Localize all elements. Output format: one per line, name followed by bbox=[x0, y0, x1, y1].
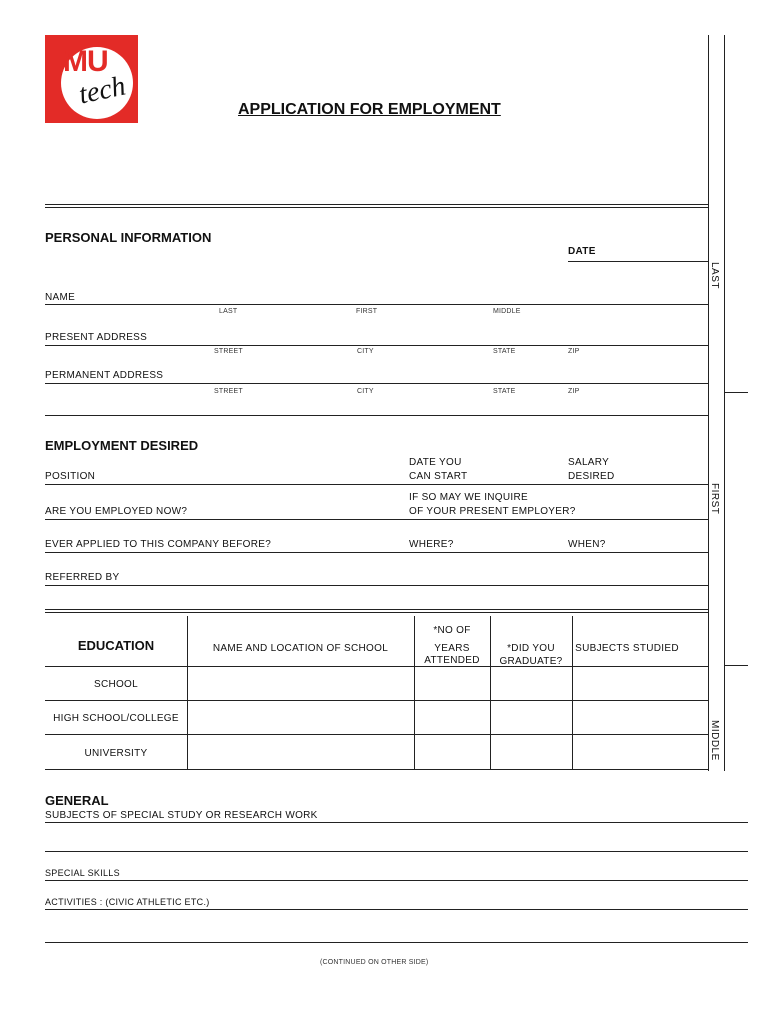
referred-by-label: REFERRED BY bbox=[45, 572, 120, 583]
special-study-field-2[interactable] bbox=[45, 851, 748, 852]
present-sub-street: STREET bbox=[214, 348, 243, 355]
edu-row-line-4 bbox=[45, 769, 708, 770]
edu-col-line-4 bbox=[572, 616, 573, 770]
inquire-label-2: OF YOUR PRESENT EMPLOYER? bbox=[409, 506, 576, 517]
section-divider-top-1 bbox=[45, 204, 708, 205]
employed-now-label: ARE YOU EMPLOYED NOW? bbox=[45, 506, 188, 517]
right-outer-line bbox=[724, 35, 725, 771]
personal-info-heading: PERSONAL INFORMATION bbox=[45, 230, 212, 245]
right-border-line bbox=[708, 35, 709, 771]
section-divider-edu-1 bbox=[45, 609, 708, 610]
name-sub-first: FIRST bbox=[356, 308, 378, 315]
special-skills-field[interactable] bbox=[45, 880, 748, 881]
salary-label-1: SALARY bbox=[568, 457, 610, 468]
edu-row-highschool: HIGH SCHOOL/COLLEGE bbox=[53, 713, 179, 724]
edu-col-years-1: *NO OF bbox=[433, 625, 471, 636]
salary-label-2: DESIRED bbox=[568, 471, 615, 482]
page-title: APPLICATION FOR EMPLOYMENT bbox=[238, 101, 501, 118]
general-heading: GENERAL bbox=[45, 793, 109, 808]
edu-row-line-1 bbox=[45, 666, 708, 667]
permanent-address-field[interactable] bbox=[45, 383, 708, 384]
edu-col-years-3: ATTENDED bbox=[424, 655, 480, 666]
special-study-label: SUBJECTS OF SPECIAL STUDY OR RESEARCH WORK bbox=[45, 810, 318, 821]
edu-col-graduate-2: GRADUATE? bbox=[499, 656, 563, 667]
inquire-label-1: IF SO MAY WE INQUIRE bbox=[409, 492, 528, 503]
edu-col-line-3 bbox=[490, 616, 491, 770]
side-label-middle: MIDDLE bbox=[709, 720, 720, 761]
name-field[interactable] bbox=[45, 304, 708, 305]
education-heading: EDUCATION bbox=[77, 638, 155, 653]
section-divider-top-2 bbox=[45, 207, 708, 208]
special-skills-label: SPECIAL SKILLS bbox=[45, 868, 120, 878]
edu-col-graduate-1: *DID YOU bbox=[507, 643, 555, 654]
present-sub-city: CITY bbox=[357, 348, 374, 355]
side-tick-lower bbox=[724, 665, 748, 666]
permanent-sub-zip: ZIP bbox=[568, 388, 580, 395]
applied-before-label: EVER APPLIED TO THIS COMPANY BEFORE? bbox=[45, 539, 272, 550]
edu-col-line-1 bbox=[187, 616, 188, 770]
where-label: WHERE? bbox=[409, 539, 454, 550]
edu-row-line-2 bbox=[45, 700, 708, 701]
employed-now-field[interactable] bbox=[45, 519, 708, 520]
position-label: POSITION bbox=[45, 471, 96, 482]
continued-footer: (CONTINUED ON OTHER SIDE) bbox=[320, 959, 429, 966]
permanent-address-label: PERMANENT ADDRESS bbox=[45, 370, 164, 381]
side-label-last: LAST bbox=[709, 262, 720, 290]
activities-field-2[interactable] bbox=[45, 942, 748, 943]
date-field[interactable] bbox=[568, 261, 708, 262]
personal-section-end bbox=[45, 415, 708, 416]
edu-col-years-2: YEARS bbox=[434, 643, 470, 654]
edu-col-school: NAME AND LOCATION OF SCHOOL bbox=[212, 643, 389, 654]
name-sub-middle: MIDDLE bbox=[493, 308, 521, 315]
employment-heading: EMPLOYMENT DESIRED bbox=[45, 438, 199, 453]
activities-label: ACTIVITIES : (CIVIC ATHLETIC ETC.) bbox=[45, 897, 210, 907]
name-label: NAME bbox=[45, 292, 76, 303]
present-sub-state: STATE bbox=[493, 348, 516, 355]
date-label: DATE bbox=[568, 246, 596, 257]
permanent-sub-street: STREET bbox=[214, 388, 243, 395]
edu-row-school: SCHOOL bbox=[93, 679, 139, 690]
permanent-sub-city: CITY bbox=[357, 388, 374, 395]
referred-by-field[interactable] bbox=[45, 585, 708, 586]
edu-col-line-2 bbox=[414, 616, 415, 770]
present-sub-zip: ZIP bbox=[568, 348, 580, 355]
permanent-sub-state: STATE bbox=[493, 388, 516, 395]
side-label-first: FIRST bbox=[709, 483, 720, 515]
education-table bbox=[45, 612, 708, 770]
logo-text-mu: MU bbox=[63, 45, 108, 78]
date-start-label-1: DATE YOU bbox=[409, 457, 462, 468]
date-start-label-2: CAN START bbox=[409, 471, 468, 482]
company-logo bbox=[45, 35, 138, 123]
edu-row-university: UNIVERSITY bbox=[84, 748, 148, 759]
side-tick-upper bbox=[724, 392, 748, 393]
logo-text-tech: tech bbox=[76, 70, 129, 111]
special-study-field-1[interactable] bbox=[45, 822, 748, 823]
present-address-label: PRESENT ADDRESS bbox=[45, 332, 148, 343]
when-label: WHEN? bbox=[568, 539, 606, 550]
position-field[interactable] bbox=[45, 484, 708, 485]
applied-before-field[interactable] bbox=[45, 552, 708, 553]
edu-col-subjects: SUBJECTS STUDIED bbox=[575, 643, 679, 654]
edu-row-line-3 bbox=[45, 734, 708, 735]
present-address-field[interactable] bbox=[45, 345, 708, 346]
name-sub-last: LAST bbox=[219, 308, 238, 315]
activities-field-1[interactable] bbox=[45, 909, 748, 910]
